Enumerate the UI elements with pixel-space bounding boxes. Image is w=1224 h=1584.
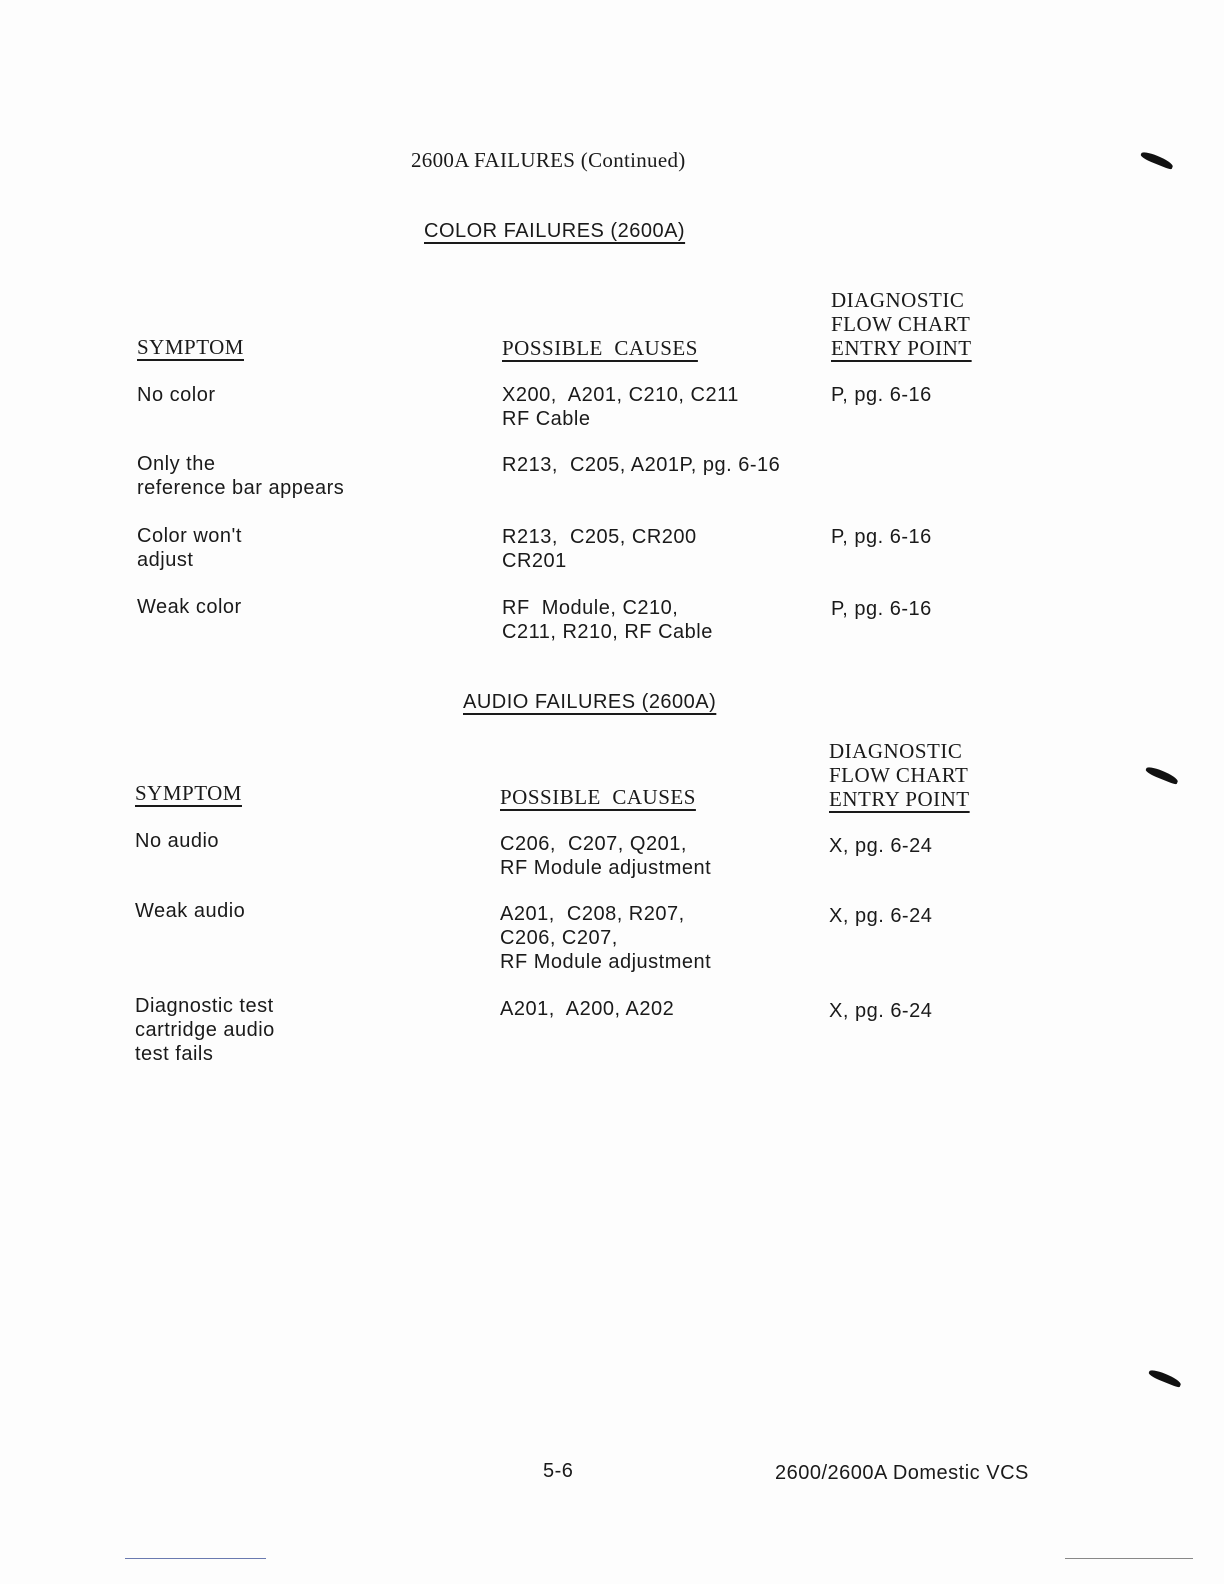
symptom-cell: Weak color <box>137 596 242 618</box>
binding-hole-mark <box>1140 150 1175 170</box>
col-header-symptom: SYMPTOM <box>137 335 244 359</box>
col-header-entry-2: FLOW CHART <box>831 312 971 336</box>
page-number: 5-6 <box>543 1460 574 1482</box>
entry-cell: P, pg. 6-16 <box>831 598 932 620</box>
symptom-cell: Weak audio <box>135 900 246 922</box>
symptom-cell: Only the reference bar appears <box>137 453 345 499</box>
col-header-entry-3: ENTRY POINT <box>829 787 970 811</box>
causes-cell: R213, C205, CR200 CR201 <box>502 526 697 572</box>
col-header-entry-2: FLOW CHART <box>829 763 969 787</box>
page-title: 2600A FAILURES (Continued) <box>411 148 686 172</box>
col-header-entry-1: DIAGNOSTIC <box>829 739 963 763</box>
entry-cell: X, pg. 6-24 <box>829 905 933 927</box>
divider <box>1065 1558 1193 1559</box>
symptom-cell: No audio <box>135 830 220 852</box>
entry-cell: X, pg. 6-24 <box>829 1000 933 1022</box>
symptom-cell: Diagnostic test cartridge audio test fails <box>135 995 275 1065</box>
col-header-symptom: SYMPTOM <box>135 781 242 805</box>
col-header-entry-3: ENTRY POINT <box>831 336 972 360</box>
causes-cell: C206, C207, Q201, RF Module adjustment <box>500 833 712 879</box>
symptom-cell: Color won't adjust <box>137 525 242 571</box>
symptom-cell: No color <box>137 384 216 406</box>
document-title: 2600/2600A Domestic VCS <box>775 1462 1029 1484</box>
col-header-entry-1: DIAGNOSTIC <box>831 288 965 312</box>
binding-hole-mark <box>1145 765 1180 785</box>
entry-cell: P, pg. 6-16 <box>831 526 932 548</box>
col-header-causes: POSSIBLE CAUSES <box>502 336 698 360</box>
causes-cell: X200, A201, C210, C211 RF Cable <box>502 384 739 430</box>
causes-cell: R213, C205, A201P, pg. 6-16 <box>502 454 781 476</box>
entry-cell: P, pg. 6-16 <box>831 384 932 406</box>
binding-hole-mark <box>1148 1368 1183 1388</box>
section-heading-color: COLOR FAILURES (2600A) <box>424 220 686 242</box>
entry-cell: X, pg. 6-24 <box>829 835 933 857</box>
col-header-causes: POSSIBLE CAUSES <box>500 785 696 809</box>
causes-cell: RF Module, C210, C211, R210, RF Cable <box>502 597 713 643</box>
divider <box>125 1558 266 1559</box>
causes-cell: A201, A200, A202 <box>500 998 675 1020</box>
section-heading-audio: AUDIO FAILURES (2600A) <box>463 691 717 713</box>
causes-cell: A201, C208, R207, C206, C207, RF Module adjustment <box>500 903 712 973</box>
